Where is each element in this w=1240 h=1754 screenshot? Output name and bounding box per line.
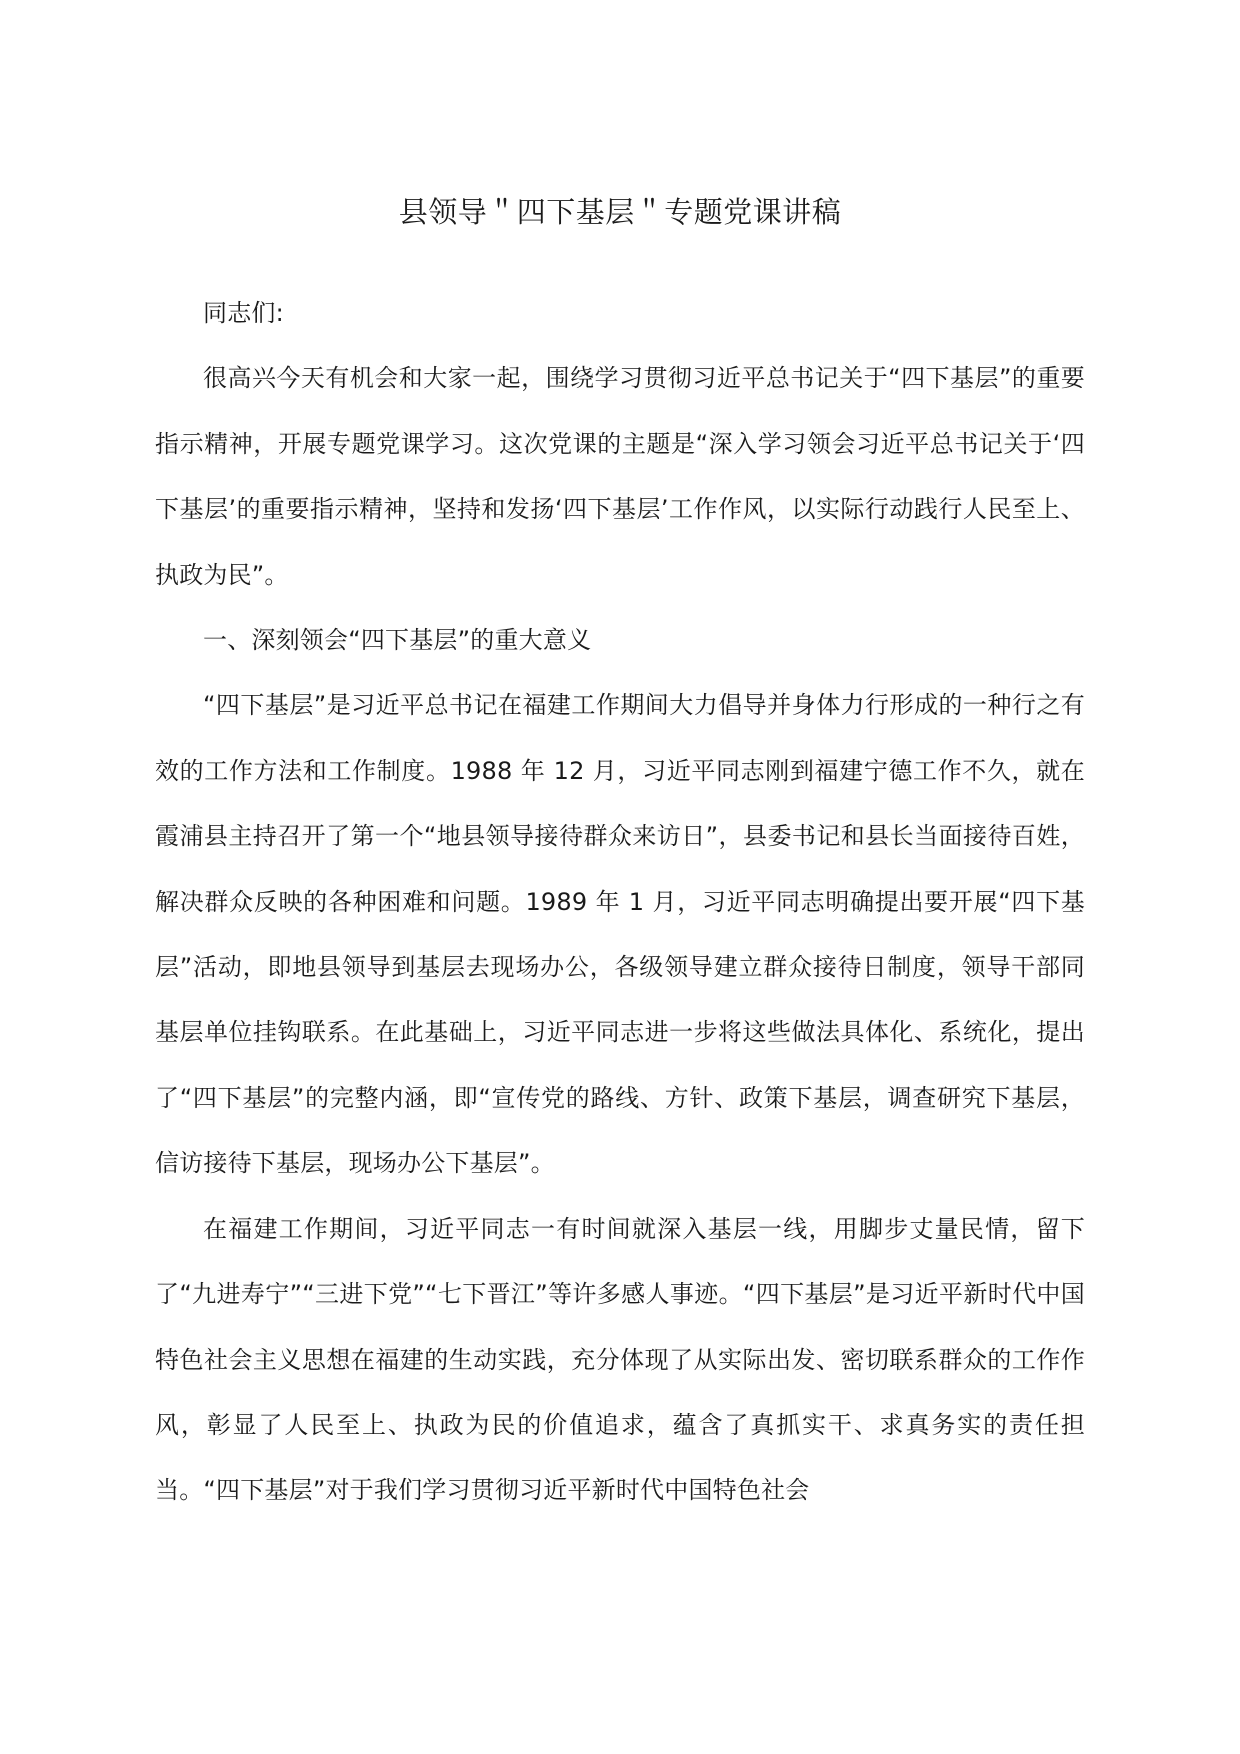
document-body bbox=[155, 281, 1085, 1524]
section-heading: 一、深刻领会“四下基层”的重大意义 bbox=[203, 626, 592, 655]
document-title: 县领导＂四下基层＂专题党课讲稿 bbox=[398, 195, 842, 229]
body-paragraph: 在福建工作期间，习近平同志一有时间就深入基层一线，用脚步丈量民情，留下了“九进寿宁”“三进下党”“七下晋江”等许多感人事迹。“四下基层”是习近平新时代中国特色社会主义思想在福建的生动实践，充分体现了从实际出发、密切联系群众的工作作风，彰显了人民至上、执政为民的价值追求，蕴含了真抓实干、求真务实的责任担当。“四下基层”对于我们学习贯彻习近平新时代中国特色社会 bbox=[155, 1214, 1085, 1505]
body-paragraph: “四下基层”是习近平总书记在福建工作期间大力倡导并身体力行形成的一种行之有效的工作方法和工作制度。1988 年 12 月，习近平同志刚到福建宁德工作不久，就在霞浦县主持召开了第一个“地县领导接待群众来访日”，县委书记和县长当面接待百姓，解决群众反映的各种困难和问题。1989 年 1 月，习近平同志明确提出要开展“四下基层”活动，即地县领导到基层去现场办公，各级领导建立群众接待日制度，领导干部同基层单位挂钩联系。在此基础上，习近平同志进一步将这些做法具体化、系统化，提出了“四下基层”的完整内涵，即“宣传党的路线、方针、政策下基层，调查研究下基层，信访接待下基层，现场办公下基层”。 bbox=[155, 691, 1085, 1178]
salutation-paragraph: 同志们: bbox=[203, 299, 284, 327]
intro-paragraph: 很高兴今天有机会和大家一起，围绕学习贯彻习近平总书记关于“四下基层”的重要指示精神，开展专题党课学习。这次党课的主题是“深入学习领会习近平总书记关于‘四下基层’的重要指示精神，坚持和发扬‘四下基层’工作作风，以实际行动践行人民至上、执政为民”。 bbox=[155, 364, 1085, 589]
